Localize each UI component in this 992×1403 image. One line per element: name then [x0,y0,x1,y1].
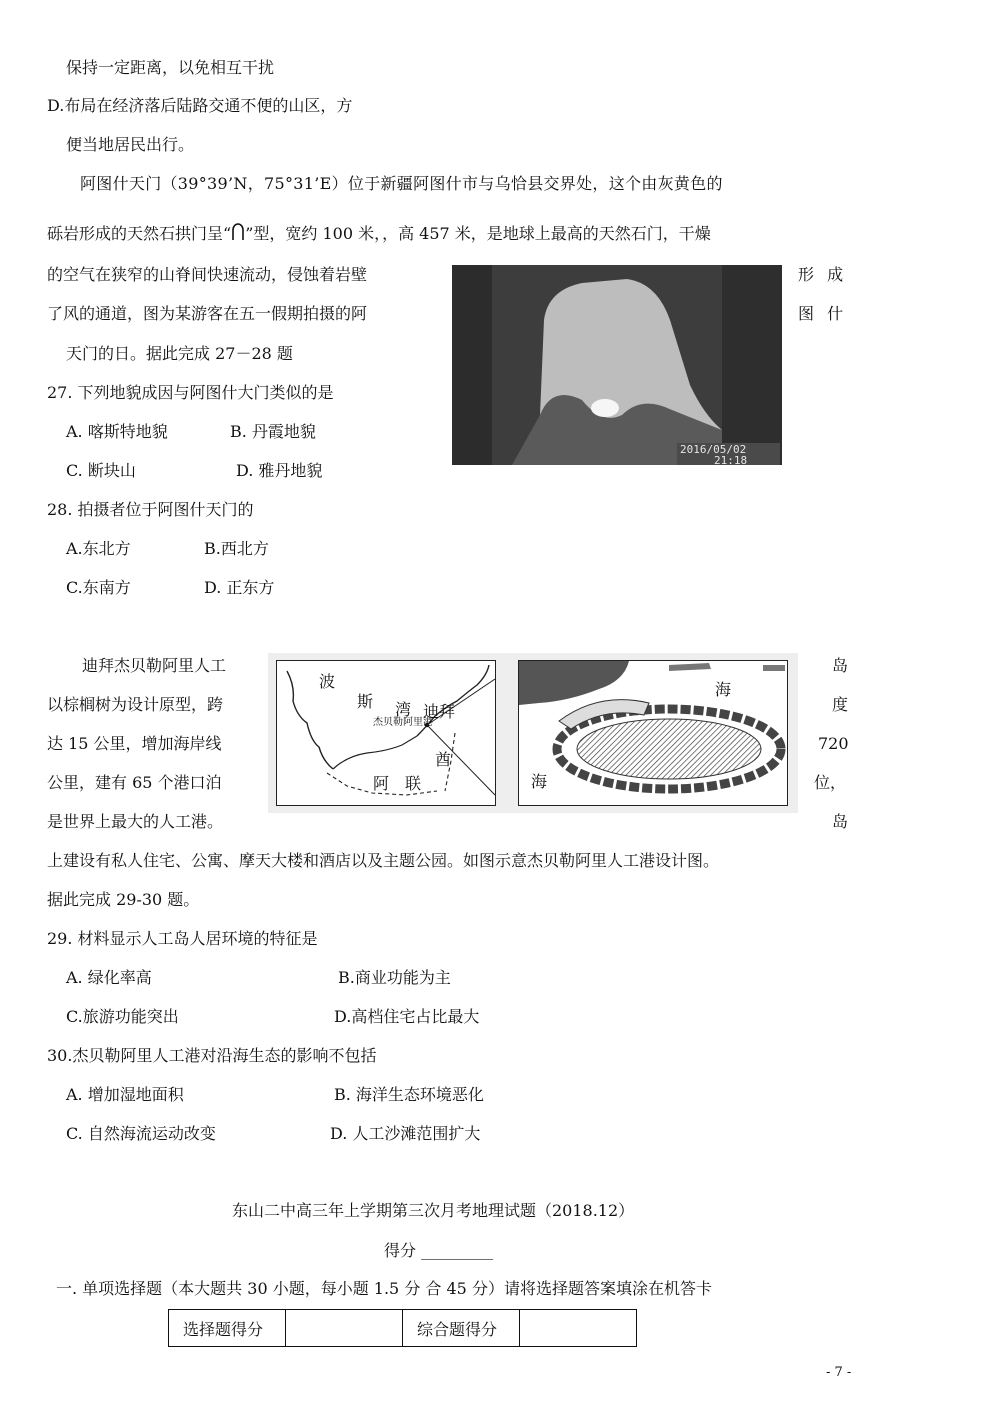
passage-dubai-line-4: 公里，建有 65 个港口泊 [47,773,222,792]
passage-dubai-line-2: 以棕榈树为设计原型，跨 [47,695,224,714]
passage-atushi-line-5: 天门的日。据此完成 27－28 题 [66,344,293,363]
table-cell-choice-label: 选择题得分 [169,1310,286,1347]
passage-atushi-line-2 [47,222,711,245]
gulf-location-map [276,660,496,806]
passage-dubai-line-2-end: 度 [832,695,849,714]
question-27: 27. 下列地貌成因与阿图什大门类似的是 [47,383,334,402]
table-cell-comprehensive-label: 综合题得分 [403,1310,520,1347]
map-label-bo: 波 [319,672,336,691]
design-label-hai-top: 海 [715,680,732,699]
passage-dubai-line-5-end: 岛 [832,812,849,831]
palm-island-figure [268,653,798,813]
score-table [168,1309,637,1347]
question-28-option-d: D. 正东方 [204,578,275,597]
exam-title: 东山二中高三年上学期第三次月考地理试题（2018.12） [232,1201,635,1220]
passage-atushi-line-3: 的空气在狭窄的山脊间快速流动，侵蚀着岩壁 [47,265,368,284]
question-30-option-b: B. 海洋生态环境恶化 [334,1085,484,1104]
map-label-qiu: 酋 [435,750,452,769]
map-label-dibai: 迪拜 [423,702,456,721]
question-30: 30.杰贝勒阿里人工港对沿海生态的影响不包括 [47,1046,377,1065]
design-label-hai-left: 海 [531,772,548,791]
passage-dubai-line-1-end: 岛 [832,656,849,675]
question-29: 29. 材料显示人工岛人居环境的特征是 [47,929,318,948]
score-line: 得分 _________ [384,1241,494,1260]
photo-timestamp-time: 21:18 [714,454,748,465]
question-28: 28. 拍摄者位于阿图什天门的 [47,500,254,519]
question-27-option-b: B. 丹霞地貌 [230,422,316,441]
map-label-wan: 湾 [395,700,412,719]
page-number: - 7 - [826,1365,852,1380]
palm-island-design [519,661,787,805]
question-27-option-c: C. 断块山 [66,461,136,480]
passage-dubai-line-6: 上建设有私人住宅、公寓、摩天大楼和酒店以及主题公园。如图示意杰贝勒阿里人工港设计图。 [47,851,720,870]
question-28-option-c: C.东南方 [66,578,131,597]
passage-dubai-line-4-end: 位， [814,773,847,792]
passage-dubai-line-7: 据此完成 29-30 题。 [47,890,200,909]
map-label-port: 杰贝勒阿里港 [373,717,433,728]
photo-timestamp-date: 2016/05/02 [680,443,747,456]
question-30-option-d: D. 人工沙滩范围扩大 [330,1124,481,1143]
question-30-option-c: C. 自然海流运动改变 [66,1124,216,1143]
map-label-si: 斯 [357,692,374,711]
section-one-heading: 一. 单项选择题（本大题共 30 小题，每小题 1.5 分 合 45 分）请将选择题答案填涂在机答卡 [56,1279,712,1298]
map-label-a: 阿 [373,774,390,793]
question-27-option-d: D. 雅丹地貌 [236,461,323,480]
passage-atushi-line-4: 了风的通道，图为某游客在五一假期拍摄的阿 [47,304,368,323]
question-29-option-c: C.旅游功能突出 [66,1007,179,1026]
passage-atushi-line-4-end: 图 什 [798,304,844,323]
arch-symbol-icon [231,222,245,240]
map-label-lian: 联 [405,774,422,793]
question-28-option-a: A.东北方 [66,539,131,558]
stone-arch-photo [452,265,782,465]
passage-atushi-line-1: 阿图什天门（39°39’N，75°31’E）位于新疆阿图什市与乌恰县交界处，这个由灰黄色的 [80,174,723,193]
passage-dubai-line-5: 是世界上最大的人工港。 [47,812,224,831]
stone-arch-illustration [452,265,782,465]
option-d: D.布局在经济落后陆路交通不便的山区，方 [47,96,353,115]
passage-dubai-line-1: 迪拜杰贝勒阿里人工 [82,656,227,675]
table-cell-comprehensive-score[interactable] [520,1310,637,1347]
question-27-option-a: A. 喀斯特地貌 [66,422,168,441]
palm-island-design-map [518,660,788,806]
question-29-option-a: A. 绿化率高 [66,968,152,987]
option-d-continued: 便当地居民出行。 [66,135,195,154]
question-28-option-b: B.西北方 [204,539,269,558]
option-c-continued: 保持一定距离，以免相互干扰 [66,58,275,77]
table-row [169,1310,637,1347]
question-29-option-d: D.高档住宅占比最大 [334,1007,480,1026]
question-30-option-a: A. 增加湿地面积 [66,1085,184,1104]
passage-text: 砾岩形成的天然石拱门呈“ [47,224,232,243]
table-cell-choice-score[interactable] [286,1310,403,1347]
passage-atushi-line-3-end: 形 成 [798,265,844,284]
passage-dubai-line-3: 达 15 公里，增加海岸线 [47,734,222,753]
passage-text: ”型，宽约 100 米，，高 457 米，是地球上最高的天然石门，干燥 [245,224,711,243]
passage-dubai-line-3-end: 720 [818,734,849,753]
question-29-option-b: B.商业功能为主 [338,968,451,987]
